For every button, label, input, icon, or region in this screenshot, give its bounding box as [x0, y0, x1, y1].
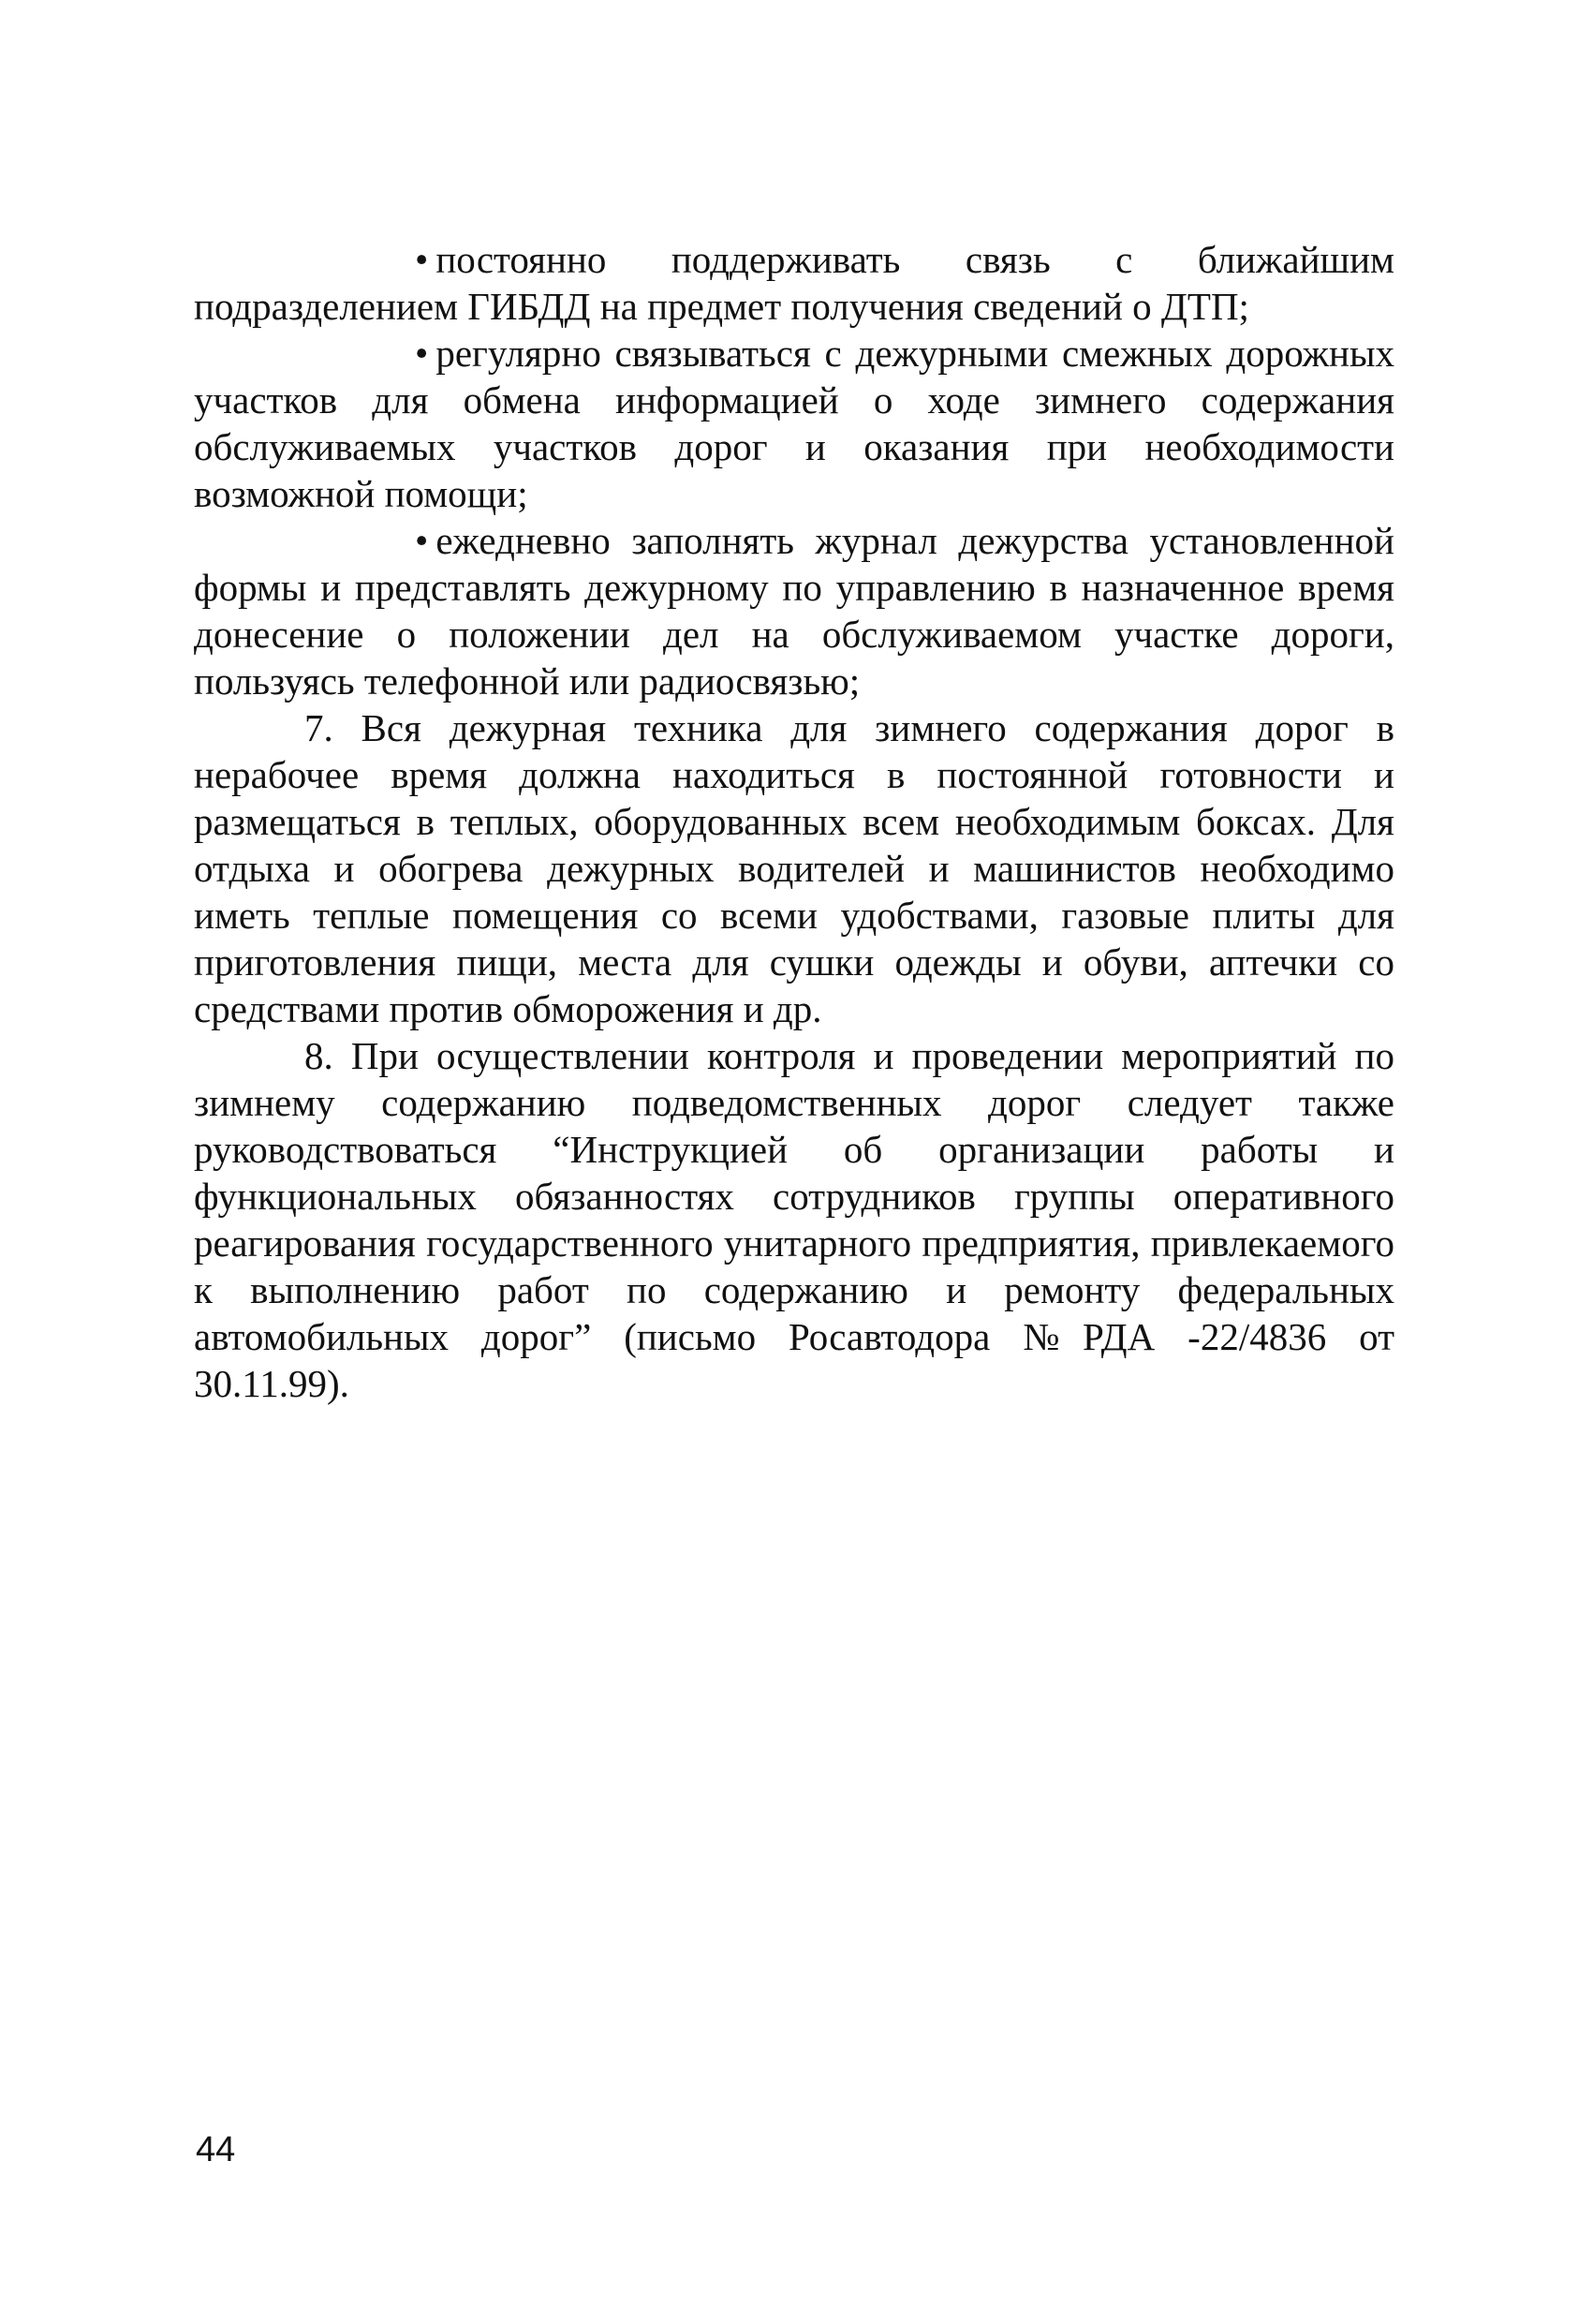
- bullet-item: [194, 517, 1394, 704]
- numbered-paragraph-7: 7. Вся дежурная техника для зимнего содержания дорог в нерабочее время должна находиться в постоянной готовности и размещаться в теплых, оборудованных всем необходимым боксах. Для отдыха и обогрева дежурных водителей и машинистов необходимо иметь теплые помещения со всеми удобствами, газовые плиты для приготовления пищи, места для сушки одежды и обуви, аптечки со средствами против обморожения и др.: [194, 706, 1394, 1030]
- bullet-marker: •: [415, 519, 429, 562]
- bullet-item: [194, 236, 1394, 330]
- document-body: [194, 236, 1394, 1407]
- bullet-text: постоянно поддерживать связь с ближайшим подразделением ГИБДД на предмет получения сведений о ДТП;: [194, 238, 1394, 328]
- bullet-marker: •: [415, 238, 429, 281]
- bullet-text: регулярно связываться с дежурными смежных дорожных участков для обмена информацией о ходе зимнего содержания обслуживаемых участков дорог и оказания при необходимости возможной помощи;: [194, 332, 1394, 515]
- bullet-item: [194, 330, 1394, 517]
- page-number: 44: [196, 2130, 236, 2169]
- bullet-text: ежедневно заполнять журнал дежурства установленной формы и представлять дежурному по управлению в назначенное время донесение о положении дел на обслуживаемом участке дороги, пользуясь телефонной или радиосвязью;: [194, 519, 1394, 703]
- bullet-marker: •: [415, 332, 429, 375]
- numbered-paragraph-8: 8. При осуществлении контроля и проведении мероприятий по зимнему содержанию подведомственных дорог следует также руководствоваться “Инструкцией об организации работы и функциональных обязанностях сотрудников группы оперативного реагирования государственного унитарного предприятия, привлекаемого к выполнению работ по содержанию и ремонту федеральных автомобильных дорог” (письмо Росавтодора №РДА -22/4836 от 30.11.99).: [194, 1034, 1394, 1405]
